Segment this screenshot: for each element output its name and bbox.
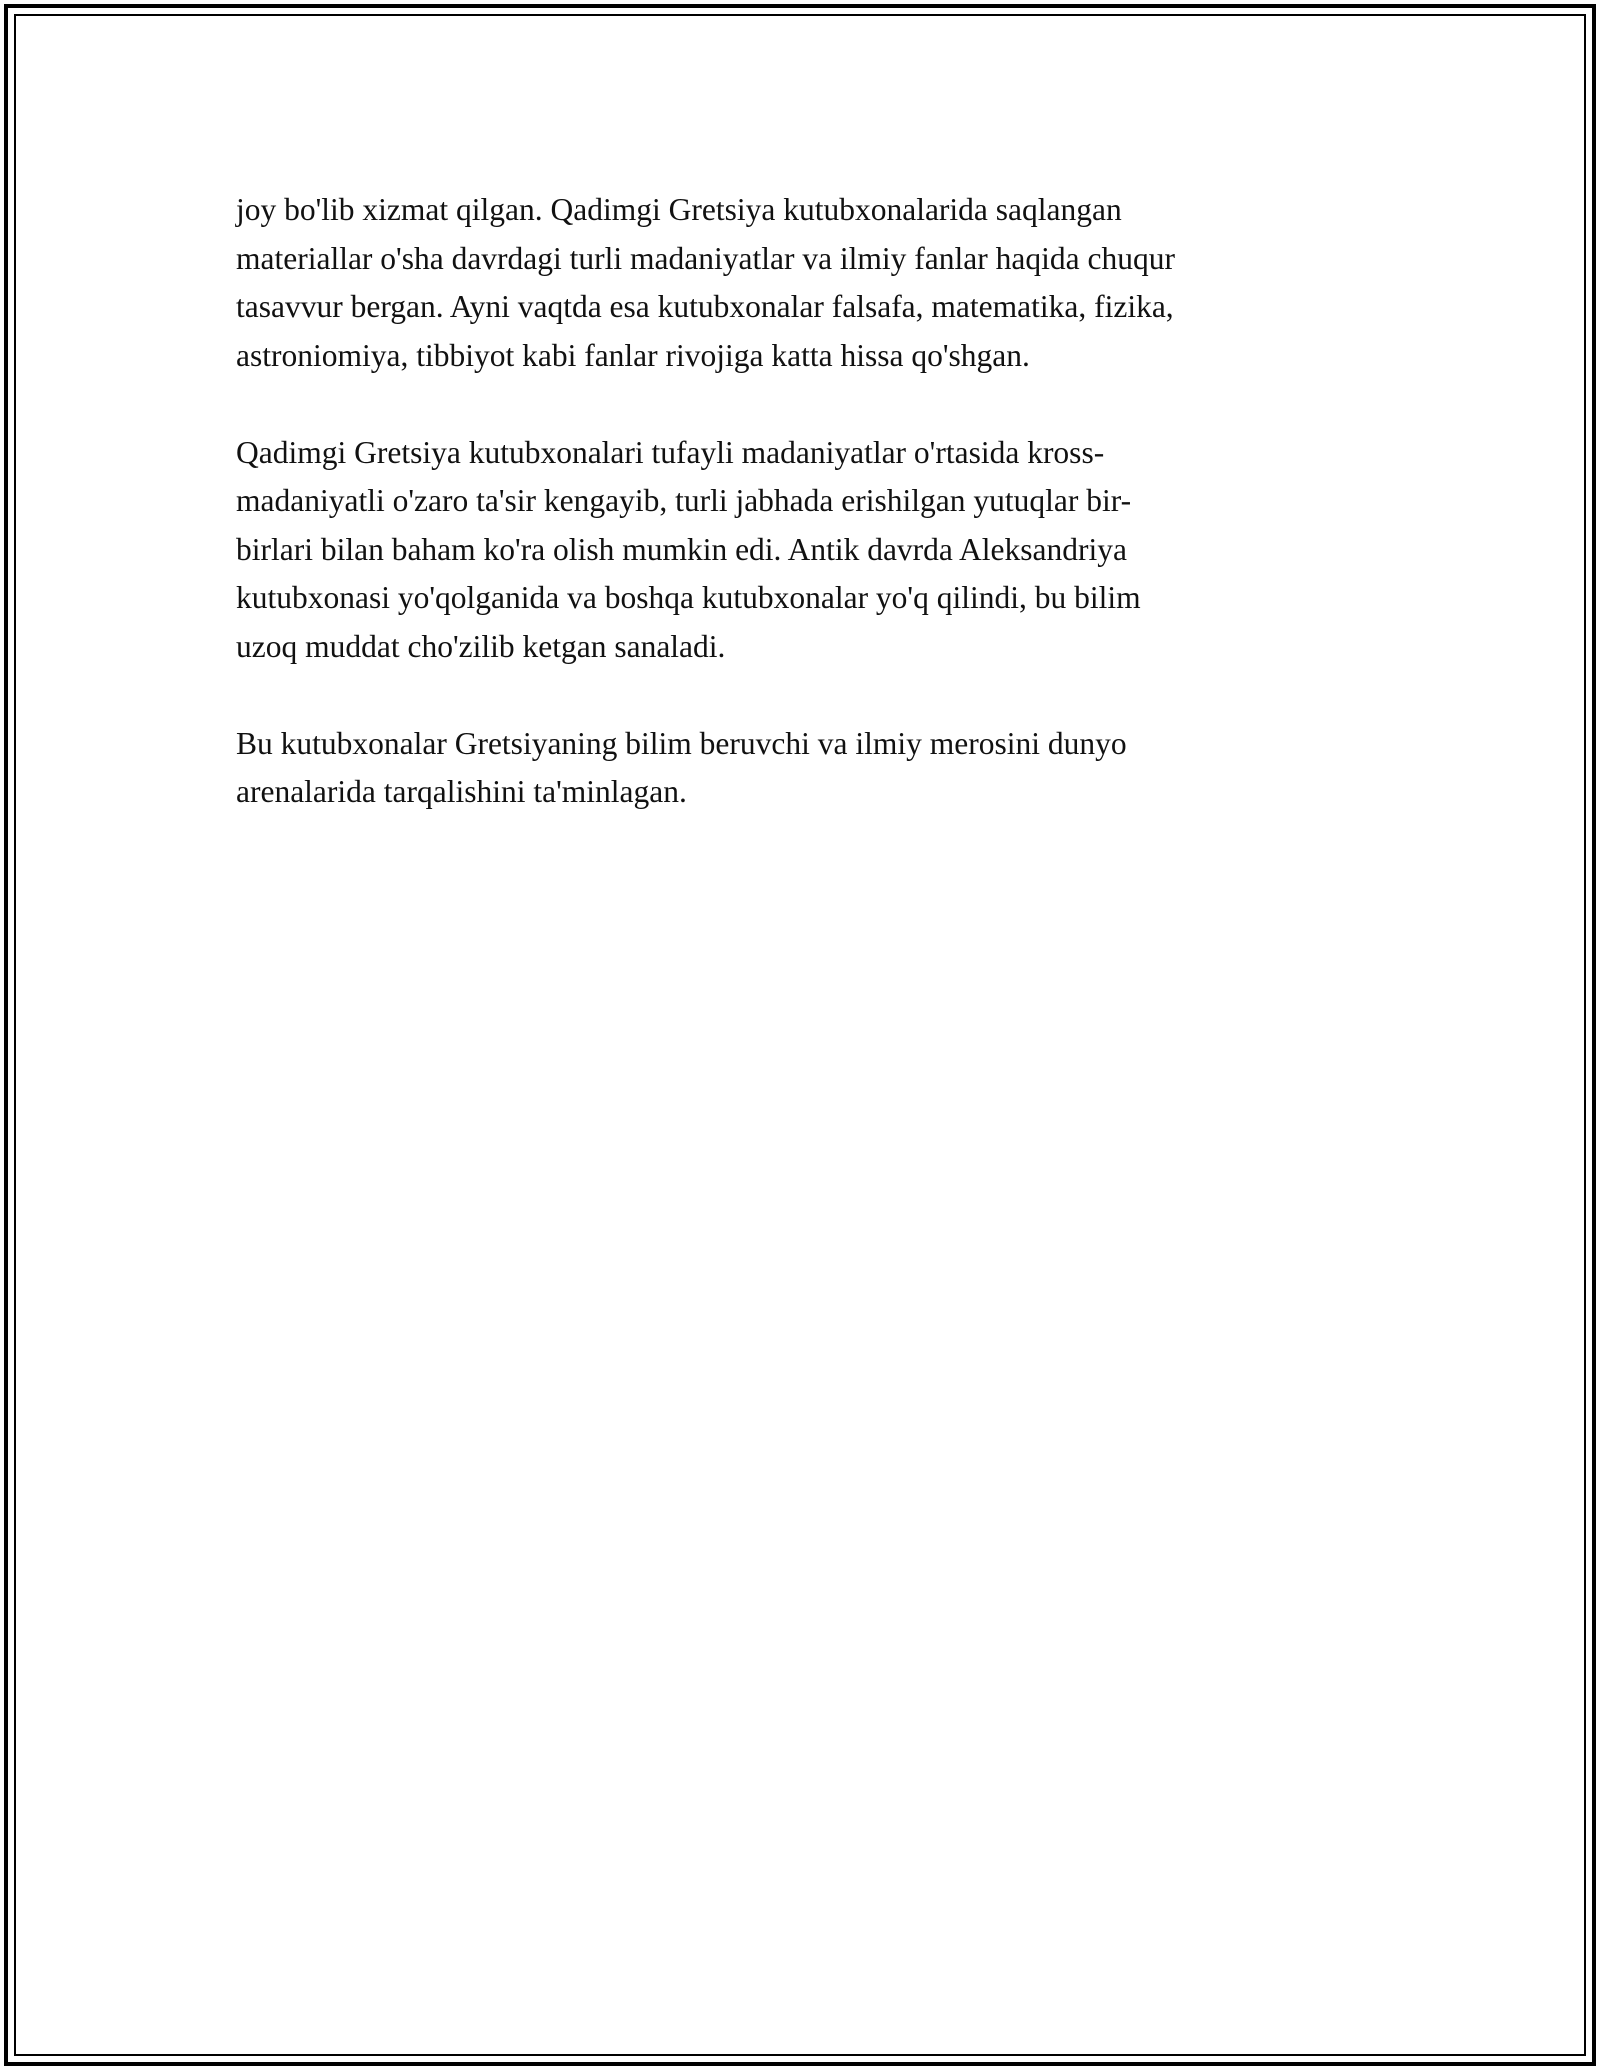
- paragraph-2: Qadimgi Gretsiya kutubxonalari tufayli madaniyatlar o'rtasida kross- madaniyatli o'zaro ta'sir kengayib, turli jabhada erishilgan yutuqlar bir- birlari bilan baham ko'ra olish mumkin edi. Antik davrda Aleksandriya kutubxonasi yo'qolganida va boshqa kutubxonalar yo'q qilindi, bu bilim uzoq muddat cho'zilib ketgan sanaladi.: [236, 434, 1141, 664]
- paragraph-3: Bu kutubxonalar Gretsiyaning bilim beruvchi va ilmiy merosini dunyo arenalarida tarqalishini ta'minlagan.: [236, 725, 1127, 809]
- document-body: [236, 186, 1356, 865]
- paragraph-1: joy bo'lib xizmat qilgan. Qadimgi Gretsiya kutubxonalarida saqlangan materiallar o'sha davrdagi turli madaniyatlar va ilmiy fanlar haqida chuqur tasavvur bergan. Ayni vaqtda esa kutubxonalar falsafa, matematika, fizika, astroniomiya, tibbiyot kabi fanlar rivojiga katta hissa qo'shgan.: [236, 192, 1175, 373]
